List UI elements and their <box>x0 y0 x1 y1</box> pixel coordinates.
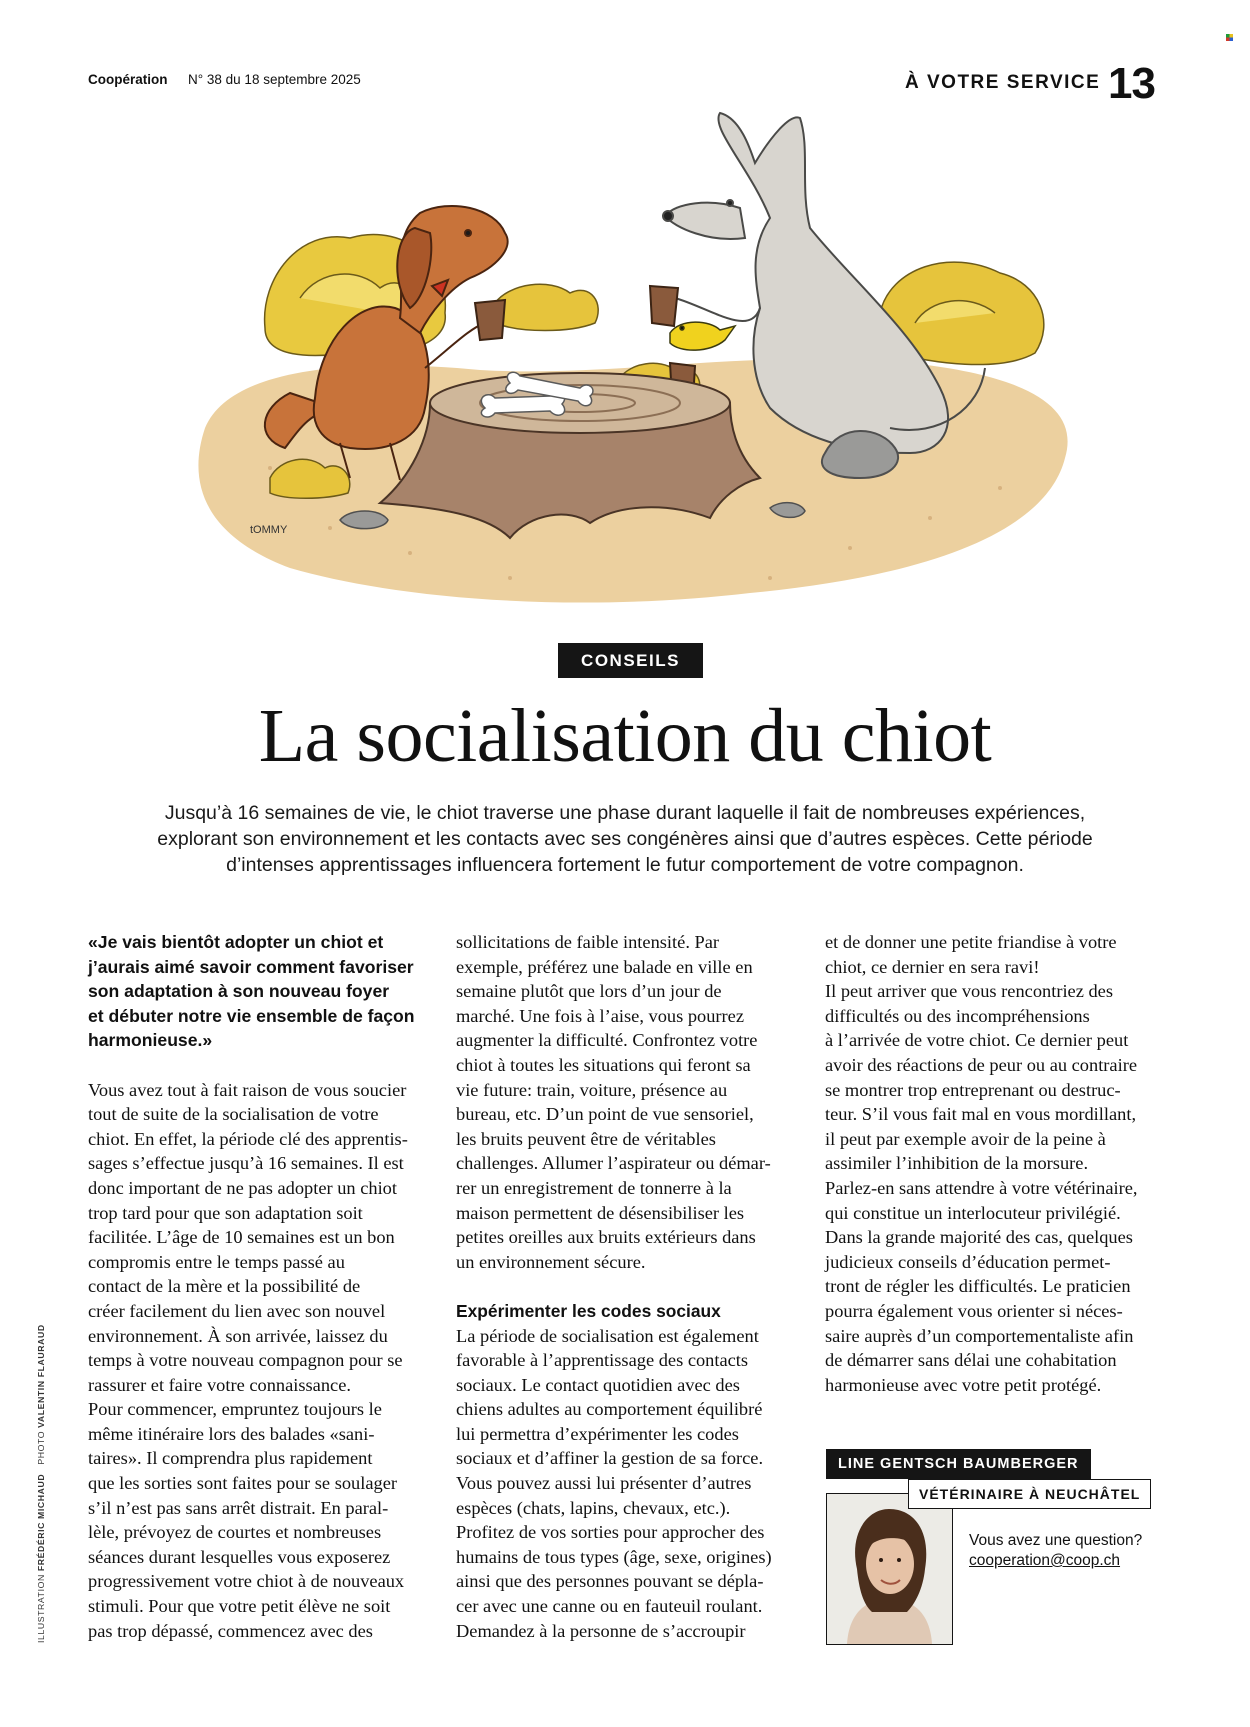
body-line: petites oreilles aux bruits extérieurs dans <box>456 1227 756 1248</box>
section-title: À VOTRE SERVICE <box>905 72 1101 93</box>
reader-question-line: harmonieuse.» <box>88 1030 213 1051</box>
author-portrait-icon <box>827 1494 952 1644</box>
wolf-cup <box>650 286 678 326</box>
body-line: séances durant lesquelles vous exposerez <box>88 1546 391 1567</box>
body-line: lui permettra d’expérimenter les codes <box>456 1423 739 1444</box>
body-line: rer un enregistrement de tonnerre à la <box>456 1177 732 1198</box>
credit-photo-label: PHOTO <box>36 1430 46 1465</box>
body-line: compromis entre le temps passé au <box>88 1251 345 1272</box>
column-3 <box>825 930 1177 1397</box>
body-line: rassurer et faire votre connaissance. <box>88 1374 351 1395</box>
body-line: progressivement votre chiot à de nouveaux <box>88 1571 405 1592</box>
small-rock <box>340 511 388 529</box>
body-line: Dans la grande majorité des cas, quelques <box>825 1227 1133 1248</box>
author-photo <box>826 1493 953 1645</box>
body-line: à l’arrivée de votre chiot. Ce dernier peut <box>825 1030 1129 1051</box>
contact-box <box>969 1531 1142 1571</box>
body-line: qui constitue un interlocuteur privilégié. <box>825 1202 1121 1223</box>
publication-name: Coopération <box>88 72 168 87</box>
yellow-bird <box>670 322 735 350</box>
body-line: Vous pouvez aussi lui présenter d’autres <box>456 1473 752 1494</box>
body-line: augmenter la difficulté. Confrontez votre <box>456 1030 758 1051</box>
body-line: cer avec une canne ou en fauteuil roulant. <box>456 1596 763 1617</box>
body-line: environnement. À son arrivée, laissez du <box>88 1325 388 1346</box>
body-line: chiot à toutes les situations qui feront sa <box>456 1054 751 1075</box>
body-line: sociaux. Le contact quotidien avec des <box>456 1374 740 1395</box>
body-line: chiot, ce dernier en sera ravi! <box>825 956 1040 977</box>
lede-line: explorant son environnement et les contacts avec ses congénères ainsi que d’autres espèces. Cette période <box>157 828 1093 850</box>
column-1 <box>88 930 440 1643</box>
paragraph-gap <box>88 1053 440 1078</box>
article-lede <box>120 800 1130 878</box>
column-2 <box>456 930 808 1643</box>
article-illustration <box>150 108 1110 628</box>
body-line: même itinéraire lors des balades «sani- <box>88 1423 375 1444</box>
body-line: sociaux et d’affiner la gestion de sa force. <box>456 1448 764 1469</box>
body-line: difficultés ou des incompréhensions <box>825 1005 1090 1026</box>
author-name: LINE GENTSCH BAUMBERGER <box>826 1449 1091 1479</box>
body-line: trop tard pour que son adaptation soit <box>88 1202 363 1223</box>
body-line: marché. Une fois à l’aise, vous pourrez <box>456 1005 745 1026</box>
body-line: créer facilement du lien avec son nouvel <box>88 1300 386 1321</box>
body-line: stimuli. Pour que votre petit élève ne soit <box>88 1596 391 1617</box>
body-line: Vous avez tout à fait raison de vous soucier <box>88 1079 407 1100</box>
body-line: maison permettent de désensibiliser les <box>456 1202 745 1223</box>
subheading: Expérimenter les codes sociaux <box>456 1300 721 1321</box>
article-title: La socialisation du chiot <box>258 694 992 778</box>
body-line: tout de suite de la socialisation de votre <box>88 1104 379 1125</box>
body-line: exemple, préférez une balade en ville en <box>456 956 753 977</box>
body-line: Il peut arriver que vous rencontriez des <box>825 981 1114 1002</box>
credit-illustration-label: ILLUSTRATION <box>36 1574 46 1643</box>
body-line: et de donner une petite friandise à votre <box>825 932 1117 952</box>
body-line: contact de la mère et la possibilité de <box>88 1276 361 1297</box>
credit-illustration-name: FRÉDÉRIC MICHAUD <box>36 1473 46 1572</box>
body-line: un environnement sécure. <box>456 1251 646 1272</box>
body-line: avoir des réactions de peur ou au contraire <box>825 1054 1137 1075</box>
body-line: Demandez à la personne de s’accroupir <box>456 1620 746 1641</box>
body-line: taires». Il comprendra plus rapidement <box>88 1448 373 1469</box>
body-line: saire auprès d’un comportementaliste afin <box>825 1325 1134 1346</box>
body-line: chiens adultes au comportement équilibré <box>456 1399 763 1420</box>
body-line: favorable à l’apprentissage des contacts <box>456 1350 749 1371</box>
body-line: assimiler l’inhibition de la morsure. <box>825 1153 1089 1174</box>
body-line: que les sorties sont faites pour se soulager <box>88 1473 397 1494</box>
body-line: La période de socialisation est également <box>456 1325 759 1346</box>
body-line: de démarrer sans délai une cohabitation <box>825 1350 1117 1371</box>
body-line: sages s’effectue jusqu’à 16 semaines. Il est <box>88 1153 404 1174</box>
photo-credits <box>36 1324 46 1643</box>
body-line: lèle, prévoyez de courtes et nombreuses <box>88 1522 382 1543</box>
illustration-signature: tOMMY <box>250 524 288 536</box>
lede-line: Jusqu’à 16 semaines de vie, le chiot traverse une phase durant laquelle il fait de nombreuses expériences, <box>164 802 1086 824</box>
body-line: ainsi que des personnes pouvant se dépla- <box>456 1571 764 1592</box>
dog-cup <box>475 300 505 340</box>
body-line: les bruits peuvent être de véritables <box>456 1128 716 1149</box>
body-line: semaine plutôt que lors d’un jour de <box>456 981 722 1002</box>
color-registration-mark <box>1226 34 1233 41</box>
paragraph-gap <box>456 1274 808 1299</box>
credit-photo-name: VALENTIN FLAURAUD <box>36 1324 46 1428</box>
body-line: pourra également vous orienter si néces- <box>825 1300 1123 1321</box>
body-line: Profitez de vos sorties pour approcher des <box>456 1522 765 1543</box>
body-line: pas trop dépassé, commencez avec des <box>88 1620 373 1641</box>
body-line: espèces (chats, lapins, chevaux, etc.). <box>456 1497 731 1518</box>
category-tag: CONSEILS <box>558 643 703 678</box>
body-line: Parlez-en sans attendre à votre vétérinaire, <box>825 1177 1138 1198</box>
contact-email-link[interactable]: cooperation@coop.ch <box>969 1552 1121 1569</box>
reader-question-line: j’aurais aimé savoir comment favoriser <box>88 956 414 977</box>
body-line: tront de régler les difficultés. Le praticien <box>825 1276 1131 1297</box>
body-line: harmonieuse avec votre petit protégé. <box>825 1374 1102 1395</box>
reader-question-line: son adaptation à son nouveau foyer <box>88 981 390 1002</box>
body-line: se montrer trop entreprenant ou destruc- <box>825 1079 1121 1100</box>
body-line: facilitée. L’âge de 10 semaines est un bon <box>88 1227 395 1248</box>
body-line: chiot. En effet, la période clé des apprentis- <box>88 1128 408 1149</box>
body-line: il peut par exemple avoir de la peine à <box>825 1128 1106 1149</box>
body-line: challenges. Allumer l’aspirateur ou démar- <box>456 1153 771 1174</box>
body-line: humains de tous types (âge, sexe, origines) <box>456 1546 772 1567</box>
body-line: vie future: train, voiture, présence au <box>456 1079 728 1100</box>
body-line: s’il n’est pas sans arrêt distrait. En paral- <box>88 1497 389 1518</box>
issue-date: N° 38 du 18 septembre 2025 <box>188 72 361 87</box>
lede-line: d’intenses apprentissages influencera fortement le futur comportement de votre compagnon. <box>226 854 1024 876</box>
body-line: bureau, etc. D’un point de vue sensoriel, <box>456 1104 754 1125</box>
body-line: teur. S’il vous fait mal en vous mordillant, <box>825 1104 1137 1125</box>
reader-question-line: «Je vais bientôt adopter un chiot et <box>88 932 384 952</box>
body-line: donc important de ne pas adopter un chiot <box>88 1177 397 1198</box>
page-number: 13 <box>1108 59 1155 108</box>
question-prompt: Vous avez une question? <box>969 1532 1143 1549</box>
reader-question-line: et débuter notre vie ensemble de façon <box>88 1005 415 1026</box>
body-line: sollicitations de faible intensité. Par <box>456 932 720 952</box>
author-role: VÉTÉRINAIRE À NEUCHÂTEL <box>908 1479 1151 1509</box>
body-line: Pour commencer, empruntez toujours le <box>88 1399 382 1420</box>
body-line: temps à votre nouveau compagnon pour se <box>88 1350 403 1371</box>
body-line: judicieux conseils d’éducation permet- <box>825 1251 1111 1272</box>
